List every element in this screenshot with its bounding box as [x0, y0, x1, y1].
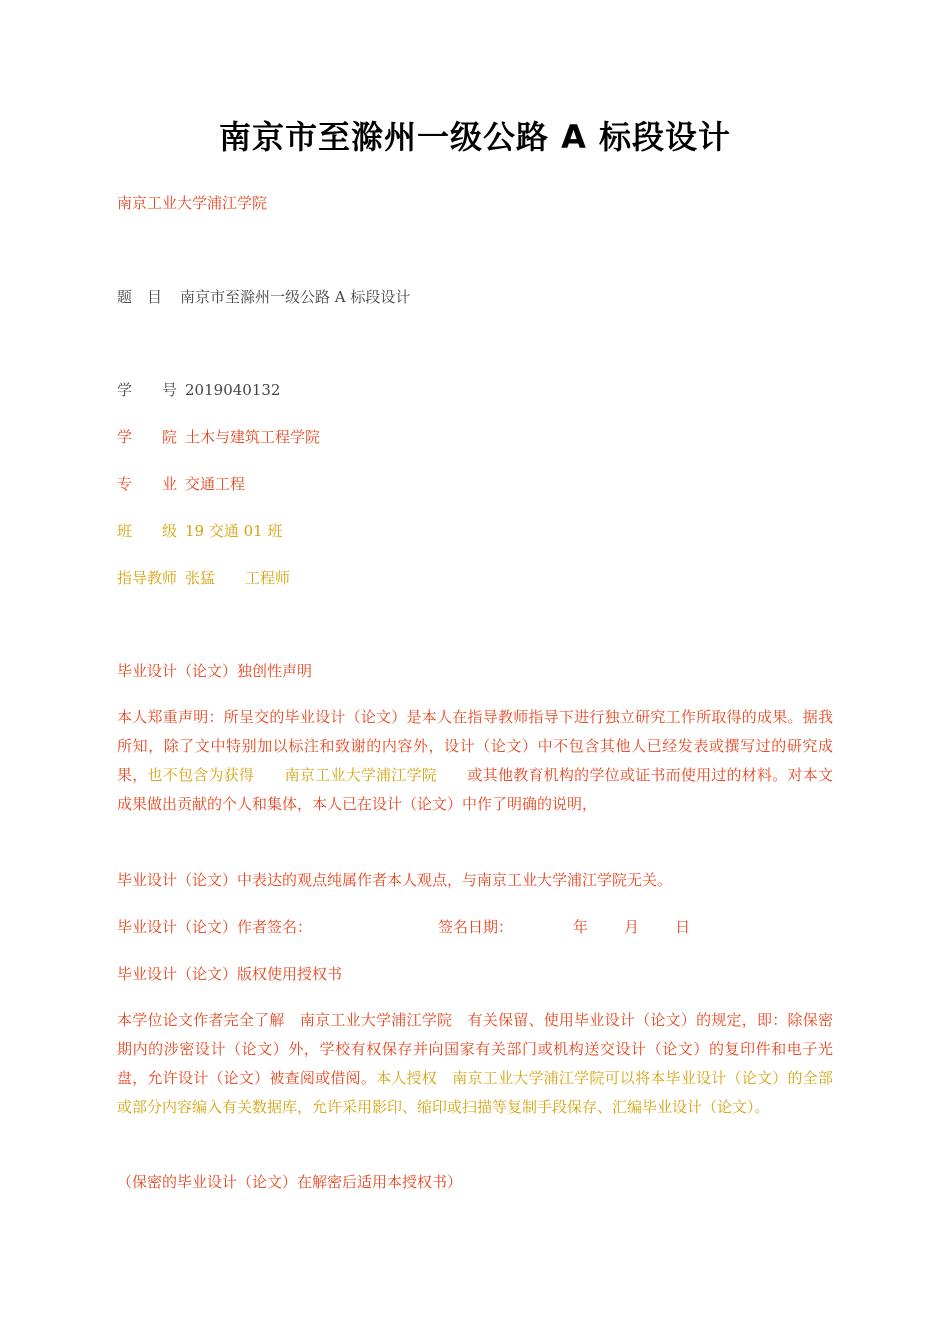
day-label: 日 [675, 918, 691, 936]
college-value: 土木与建筑工程学院 [185, 428, 321, 446]
document-title: 南京市至滁州一级公路 A 标段设计 [218, 118, 732, 156]
originality-text-part2: 也不包含为获得 南京工业大学浦江学院 [147, 766, 438, 784]
originality-heading: 毕业设计（论文）独创性声明 [117, 662, 313, 680]
copyright-text-part1: 本学位论文作者完全了解 南京工业大学浦江学院 有关保留、使用毕业设计（论文）的规定，即：除保密期内的涉密设计（论文）外，学校有权保存并向国家有关部门或机构送交设计（论文）的复印件和电子光盘，允许设计（论文）被查阅或借阅。 [117, 1011, 833, 1087]
signature-date-label: 签名日期： [438, 918, 514, 936]
student-id-label: 学 号 [117, 381, 178, 399]
originality-text-part1: 本人郑重声明：所呈交的毕业设计（论文）是本人在指导教师指导下进行独立研究工作所取得的成果。据我所知，除了文中特别加以标注和致谢的内容外，设计（论文）中不包含其他人已经发表或撰写过的研究成果， [117, 708, 833, 784]
advisor-value: 张猛 工程师 [185, 569, 291, 587]
major-value: 交通工程 [185, 475, 246, 493]
advisor-row [117, 568, 290, 588]
college-row [117, 427, 320, 447]
student-id-value: 2019040132 [185, 381, 281, 399]
class-row [117, 521, 283, 541]
topic-value: 南京市至滁州一级公路 A 标段设计 [180, 288, 411, 306]
advisor-label: 指导教师 [117, 569, 178, 587]
copyright-paragraph [117, 1006, 833, 1122]
topic-label: 题 目 [117, 288, 163, 306]
signature-row [117, 917, 690, 937]
topic-row [117, 287, 410, 307]
school-name: 南京工业大学浦江学院 [117, 194, 268, 212]
copyright-text-part2: 本人授权 南京工业大学浦江学院可以将本毕业设计（论文）的全部或部分内容编入有关数据库，允许采用影印、缩印或扫描等复制手段保存、汇编毕业设计（论文）。 [117, 1069, 833, 1116]
major-label: 专 业 [117, 475, 178, 493]
student-id-row [117, 380, 280, 400]
author-signature-label: 毕业设计（论文）作者签名： [117, 918, 313, 936]
class-label: 班 级 [117, 522, 178, 540]
views-statement: 毕业设计（论文）中表达的观点纯属作者本人观点，与南京工业大学浦江学院无关。 [117, 871, 673, 889]
college-label: 学 院 [117, 428, 178, 446]
major-row [117, 474, 245, 494]
year-label: 年 [573, 918, 589, 936]
originality-text-part3: 或其他教育机构的学位或证书而使用过的材料。对本文成果做出贡献的个人和集体，本人已在设计（论文）中作了明确的说明， [117, 766, 833, 813]
copyright-heading: 毕业设计（论文）版权使用授权书 [117, 965, 343, 983]
originality-paragraph [117, 703, 833, 819]
confidentiality-note: （保密的毕业设计（论文）在解密后适用本授权书） [117, 1173, 463, 1191]
class-value: 19 交通 01 班 [185, 522, 283, 540]
month-label: 月 [624, 918, 640, 936]
